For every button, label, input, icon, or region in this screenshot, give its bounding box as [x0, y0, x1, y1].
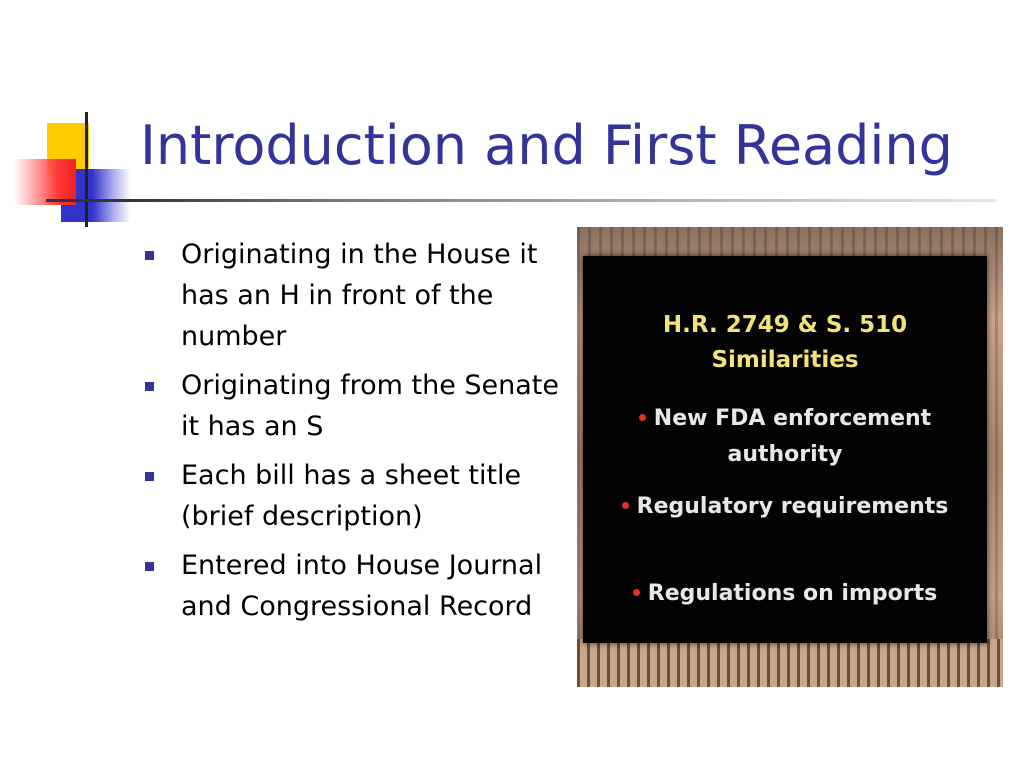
bullet-item	[143, 234, 563, 357]
title-underline	[46, 199, 996, 202]
bullet-text: Each bill has a sheet title (brief description)	[181, 460, 522, 532]
screen-heading	[583, 308, 987, 378]
screen-item-text: Regulations on imports	[647, 581, 938, 606]
bullet-item	[143, 545, 563, 627]
screen-item-text: New FDA enforcement authority	[653, 406, 932, 467]
screen-heading-line1: H.R. 2749 & S. 510	[662, 312, 908, 338]
screen-item	[603, 489, 967, 525]
red-dot-icon	[622, 502, 629, 509]
screen-item-text: Regulatory requirements	[636, 494, 949, 519]
square-bullet-icon	[145, 472, 154, 481]
logo-vertical-line	[85, 112, 88, 227]
bullet-item	[143, 455, 563, 537]
screen-item	[603, 576, 967, 612]
square-bullet-icon	[145, 382, 154, 391]
square-bullet-icon	[145, 562, 154, 571]
red-dot-icon	[639, 414, 646, 421]
tv-screen	[583, 256, 987, 643]
photo-railing	[577, 639, 1003, 687]
red-dot-icon	[633, 589, 640, 596]
bullet-text: Entered into House Journal and Congressional Record	[181, 550, 543, 622]
bullet-text: Originating in the House it has an H in front of the number	[181, 239, 538, 352]
bullet-item	[143, 365, 563, 447]
slide-title: Introduction and First Reading	[140, 114, 953, 177]
screen-item	[603, 401, 967, 473]
tv-screen-photo	[577, 227, 1003, 687]
bullet-list	[143, 234, 563, 635]
square-bullet-icon	[145, 251, 154, 260]
screen-heading-line2: Similarities	[711, 347, 859, 373]
bullet-text: Originating from the Senate it has an S	[181, 370, 559, 442]
